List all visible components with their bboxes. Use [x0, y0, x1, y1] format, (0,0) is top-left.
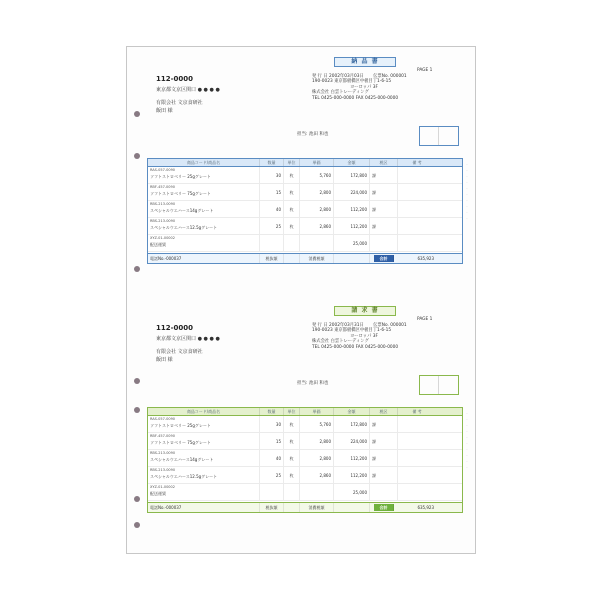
total-value: 635,923: [417, 505, 434, 510]
amount-cell: [334, 450, 370, 466]
table-row: [148, 433, 462, 450]
line-items-table: [147, 158, 463, 264]
stamp-cell: [420, 376, 439, 394]
footer-empty: [284, 503, 300, 512]
price-cell: [300, 167, 334, 183]
product-cell: [148, 184, 260, 200]
unit-value: 枚: [289, 207, 294, 212]
product-name: ソフトストロベリー 75gグレート: [150, 191, 211, 196]
product-cell: [148, 450, 260, 466]
qty-value: 40: [275, 456, 281, 461]
stamp-cell: [439, 127, 458, 145]
tax-cell: [370, 184, 398, 200]
unit-cell: [284, 218, 300, 234]
form-meta: [312, 68, 462, 101]
price-value: 2,860: [319, 224, 331, 229]
price-cell: [300, 218, 334, 234]
qty-cell: [260, 467, 284, 483]
side-mark: ·: [466, 459, 468, 463]
recipient-postal: 112-0000: [156, 324, 193, 332]
table-footer: [148, 253, 462, 263]
product-code: RAS-057-0090: [150, 168, 176, 172]
qty-value: 15: [275, 439, 281, 444]
table-row: [148, 201, 462, 218]
product-code: XYZ-01-00002: [150, 236, 175, 240]
issue-date-value: 2002年03月03日: [329, 73, 364, 79]
qty-cell: [260, 235, 284, 251]
side-mark: ·: [466, 429, 468, 433]
remarks-cell: [398, 218, 436, 234]
footer-left: 電話No.-000037: [148, 503, 260, 512]
remarks-cell: [398, 433, 436, 449]
qty-value: 30: [275, 173, 281, 178]
table-row: [148, 450, 462, 467]
side-mark: ·: [466, 441, 468, 445]
side-mark: ·: [466, 216, 468, 220]
side-mark: ·: [466, 435, 468, 439]
qty-value: 25: [275, 473, 281, 478]
price-value: 5,760: [319, 173, 331, 178]
unit-cell: [284, 416, 300, 432]
table-row: [148, 467, 462, 484]
unit-cell: [284, 467, 300, 483]
recipient-address: 東京都文京区関口 ● ● ● ●: [156, 336, 220, 342]
tax-cell: [370, 433, 398, 449]
remarks-cell: [398, 484, 436, 500]
product-code: RBS-213-0090: [150, 219, 176, 223]
product-cell: [148, 416, 260, 432]
recipient-postal: 112-0000: [156, 75, 193, 83]
price-cell: [300, 416, 334, 432]
qty-cell: [260, 450, 284, 466]
product-name: 配送運賃: [150, 242, 166, 247]
side-mark: ·: [466, 204, 468, 208]
table-row: [148, 416, 462, 433]
unit-value: 枚: [289, 224, 294, 229]
side-mark: ·: [466, 198, 468, 202]
product-code: RBS-213-0090: [150, 202, 176, 206]
price-cell: [300, 484, 334, 500]
amount-value: 172,800: [350, 173, 367, 178]
amount-value: 112,200: [350, 224, 367, 229]
document-sheet: [126, 46, 476, 554]
amount-cell: [334, 433, 370, 449]
amount-cell: [334, 218, 370, 234]
unit-cell: [284, 201, 300, 217]
product-code: XYZ-01-00002: [150, 485, 175, 489]
footer-left: 電話No.-000037: [148, 254, 260, 263]
qty-cell: [260, 201, 284, 217]
sender-address: 東京都板橋区中板目丁1-6-15: [334, 79, 392, 84]
sender-building: ヨーロッパ 3F: [350, 333, 378, 339]
tax-cell: [370, 450, 398, 466]
doc-number-label: 伝票No.: [373, 73, 389, 79]
side-mark: ·: [466, 423, 468, 427]
unit-value: 枚: [289, 173, 294, 178]
sender-postal: 190-0023: [312, 79, 333, 84]
unit-cell: [284, 484, 300, 500]
side-mark: ·: [466, 174, 468, 178]
remarks-cell: [398, 467, 436, 483]
product-code: RBF-457-0090: [150, 185, 175, 189]
remarks-cell: [398, 184, 436, 200]
side-mark: ·: [466, 180, 468, 184]
tax-value: 課: [372, 456, 376, 461]
amount-value: 25,000: [353, 241, 367, 246]
tax-cell: [370, 416, 398, 432]
footer-mid: 税抜額: [260, 503, 284, 512]
amount-value: 172,800: [350, 422, 367, 427]
amount-cell: [334, 467, 370, 483]
amount-cell: [334, 416, 370, 432]
tax-value: 課: [372, 173, 376, 178]
table-header: [148, 159, 462, 167]
stamp-box: [419, 375, 459, 395]
table-row: [148, 184, 462, 201]
recipient-company: 有限会社 文京食研社: [156, 100, 203, 106]
contact-person: 担当: 池田 和也: [297, 381, 329, 386]
form-title: 納 品 書: [334, 57, 396, 67]
tax-cell: [370, 218, 398, 234]
page-number: PAGE 1: [417, 68, 433, 73]
product-name: スペシャルウエハース14gグレート: [150, 208, 214, 213]
side-mark: ·: [466, 192, 468, 196]
sender-company: 株式会社 白雲トレーディング: [312, 90, 369, 95]
amount-value: 25,000: [353, 490, 367, 495]
side-mark: ·: [466, 453, 468, 457]
product-cell: [148, 467, 260, 483]
price-cell: [300, 450, 334, 466]
invoice-form: [127, 306, 475, 531]
side-mark: ·: [466, 210, 468, 214]
doc-number-label: 伝票No.: [373, 322, 389, 328]
unit-value: 枚: [289, 439, 294, 444]
product-cell: [148, 484, 260, 500]
product-code: RAS-057-0090: [150, 417, 176, 421]
qty-cell: [260, 484, 284, 500]
side-mark: ·: [466, 162, 468, 166]
product-name: ソフトストロベリー 25gグレート: [150, 174, 211, 179]
product-name: ソフトストロベリー 25gグレート: [150, 423, 211, 428]
product-name: スペシャルウエハース12.5gグレート: [150, 225, 218, 230]
recipient-person: 飯田 様: [156, 108, 173, 114]
stamp-box: [419, 126, 459, 146]
footer-empty-2: [334, 503, 370, 512]
header-product: 商品コード/商品名: [148, 159, 260, 166]
total-label: 合計: [374, 504, 394, 511]
recipient-person: 飯田 様: [156, 357, 173, 363]
product-name: ソフトストロベリー 75gグレート: [150, 440, 211, 445]
total-label: 合計: [374, 255, 394, 262]
qty-cell: [260, 167, 284, 183]
footer-mid2: 消費税額: [300, 254, 334, 263]
product-cell: [148, 218, 260, 234]
remarks-cell: [398, 416, 436, 432]
unit-value: 枚: [289, 473, 294, 478]
table-header: [148, 408, 462, 416]
qty-cell: [260, 184, 284, 200]
amount-cell: [334, 201, 370, 217]
header-tax: 税区: [370, 408, 398, 415]
amount-cell: [334, 484, 370, 500]
amount-value: 112,200: [350, 473, 367, 478]
footer-empty-2: [334, 254, 370, 263]
side-mark: ·: [466, 411, 468, 415]
product-cell: [148, 201, 260, 217]
header-price: 単価: [300, 408, 334, 415]
tax-cell: [370, 235, 398, 251]
product-cell: [148, 433, 260, 449]
remarks-cell: [398, 167, 436, 183]
qty-value: 30: [275, 422, 281, 427]
remarks-cell: [398, 235, 436, 251]
amount-cell: [334, 184, 370, 200]
qty-cell: [260, 416, 284, 432]
issue-date-value: 2002年03月31日: [329, 322, 364, 328]
table-row: [148, 218, 462, 235]
page-number: PAGE 1: [417, 317, 433, 322]
header-price: 単価: [300, 159, 334, 166]
table-row: [148, 235, 462, 252]
tax-cell: [370, 484, 398, 500]
side-markers: [462, 161, 472, 221]
unit-cell: [284, 235, 300, 251]
qty-cell: [260, 433, 284, 449]
tax-value: 課: [372, 473, 376, 478]
price-value: 2,800: [319, 207, 331, 212]
amount-value: 224,000: [350, 439, 367, 444]
tax-value: 課: [372, 207, 376, 212]
price-cell: [300, 184, 334, 200]
unit-cell: [284, 184, 300, 200]
price-value: 5,760: [319, 422, 331, 427]
sender-phone: TEL 0425-000-0000 FAX 0425-000-0000: [312, 95, 399, 101]
tax-cell: [370, 167, 398, 183]
product-code: RBS-213-0090: [150, 451, 176, 455]
tax-cell: [370, 467, 398, 483]
sender-phone: TEL 0425-000-0000 FAX 0425-000-0000: [312, 344, 399, 350]
line-items-table: [147, 407, 463, 513]
issue-date-label: 発 行 日: [312, 322, 328, 328]
tax-value: 課: [372, 224, 376, 229]
header-qty: 数量: [260, 408, 284, 415]
amount-value: 112,200: [350, 456, 367, 461]
sender-address: 東京都板橋区中板目丁1-6-15: [334, 328, 392, 333]
table-row: [148, 167, 462, 184]
footer-empty: [284, 254, 300, 263]
header-tax: 税区: [370, 159, 398, 166]
qty-cell: [260, 218, 284, 234]
amount-cell: [334, 235, 370, 251]
price-cell: [300, 235, 334, 251]
product-cell: [148, 235, 260, 251]
price-value: 2,800: [319, 456, 331, 461]
remarks-cell: [398, 450, 436, 466]
header-unit: 単位: [284, 159, 300, 166]
unit-value: 枚: [289, 456, 294, 461]
tax-cell: [370, 201, 398, 217]
unit-value: 枚: [289, 190, 294, 195]
price-cell: [300, 467, 334, 483]
side-mark: ·: [466, 168, 468, 172]
tax-value: 課: [372, 439, 376, 444]
price-cell: [300, 433, 334, 449]
product-code: RBS-213-0090: [150, 468, 176, 472]
sender-postal: 190-0023: [312, 328, 333, 333]
side-mark: ·: [466, 447, 468, 451]
form-meta: [312, 317, 462, 350]
product-name: スペシャルウエハース14gグレート: [150, 457, 214, 462]
remarks-cell: [398, 201, 436, 217]
recipient-address: 東京都文京区関口 ● ● ● ●: [156, 87, 220, 93]
doc-number-value: 000001: [390, 73, 407, 79]
issue-date-label: 発 行 日: [312, 73, 328, 79]
qty-value: 40: [275, 207, 281, 212]
tax-value: 課: [372, 422, 376, 427]
product-code: RBF-457-0090: [150, 434, 175, 438]
amount-value: 112,200: [350, 207, 367, 212]
table-footer: [148, 502, 462, 512]
unit-cell: [284, 450, 300, 466]
side-mark: ·: [466, 417, 468, 421]
table-row: [148, 484, 462, 501]
price-value: 2,860: [319, 473, 331, 478]
price-value: 2,800: [319, 439, 331, 444]
doc-number-value: 000001: [390, 322, 407, 328]
amount-value: 224,000: [350, 190, 367, 195]
header-product: 商品コード/商品名: [148, 408, 260, 415]
form-title: 請 求 書: [334, 306, 396, 316]
footer-mid2: 消費税額: [300, 503, 334, 512]
unit-value: 枚: [289, 422, 294, 427]
total-value: 635,923: [417, 256, 434, 261]
recipient-company: 有限会社 文京食研社: [156, 349, 203, 355]
header-remarks: 備 考: [412, 160, 422, 165]
footer-mid: 税抜額: [260, 254, 284, 263]
qty-value: 15: [275, 190, 281, 195]
tax-value: 課: [372, 190, 376, 195]
price-cell: [300, 201, 334, 217]
sender-company: 株式会社 白雲トレーディング: [312, 339, 369, 344]
delivery-form: [127, 57, 475, 282]
unit-cell: [284, 433, 300, 449]
header-amount: 金額: [334, 408, 370, 415]
header-amount: 金額: [334, 159, 370, 166]
contact-person: 担当: 池田 和也: [297, 132, 329, 137]
stamp-cell: [439, 376, 458, 394]
side-mark: ·: [466, 186, 468, 190]
product-cell: [148, 167, 260, 183]
product-name: 配送運賃: [150, 491, 166, 496]
side-mark: ·: [466, 465, 468, 469]
header-remarks: 備 考: [412, 409, 422, 414]
qty-value: 25: [275, 224, 281, 229]
amount-cell: [334, 167, 370, 183]
unit-cell: [284, 167, 300, 183]
header-qty: 数量: [260, 159, 284, 166]
side-markers: [462, 410, 472, 470]
sender-building: ヨーロッパ 3F: [350, 84, 378, 90]
header-unit: 単位: [284, 408, 300, 415]
stamp-cell: [420, 127, 439, 145]
price-value: 2,800: [319, 190, 331, 195]
product-name: スペシャルウエハース12.5gグレート: [150, 474, 218, 479]
